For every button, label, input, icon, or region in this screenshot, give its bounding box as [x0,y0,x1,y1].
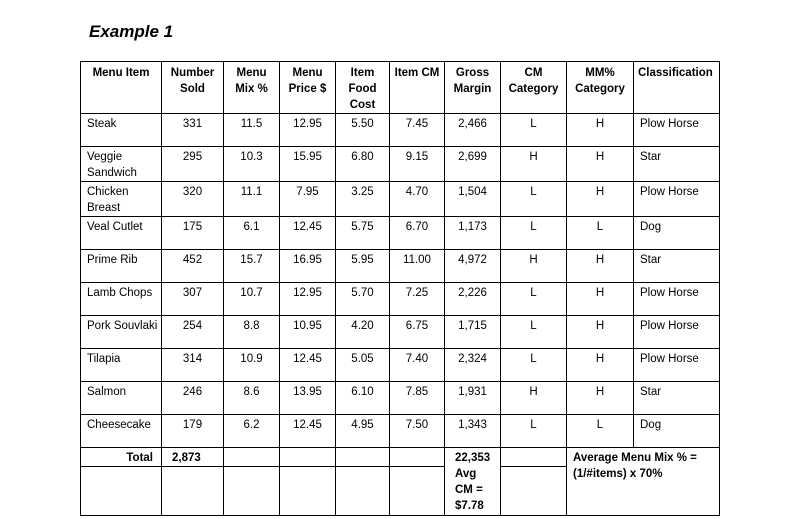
header-mm-category: MM% Category [567,62,634,114]
cell-number-sold: 452 [162,250,224,283]
cell-menu-price: 12.45 [280,415,336,448]
table-row [81,283,720,316]
cell-menu-price: 10.95 [280,316,336,349]
cell-number-sold: 175 [162,217,224,250]
cell-gross-margin: 1,504 [445,182,501,217]
cell-item-cm: 6.70 [390,217,445,250]
header-number-sold: Number Sold [162,62,224,114]
empty-cell [501,448,567,467]
cell-item-food-cost: 5.70 [336,283,390,316]
example-title: Example 1 [89,22,174,41]
cell-gross-margin: 1,343 [445,415,501,448]
cell-mm-category: H [567,382,634,415]
cell-item-food-cost: 6.10 [336,382,390,415]
total-gross-margin: 22,353 [455,452,491,464]
cell-menu-price: 12.95 [280,283,336,316]
cell-number-sold: 314 [162,349,224,382]
cell-number-sold: 331 [162,114,224,147]
empty-cell [501,467,567,516]
cell-mm-category: L [567,415,634,448]
cell-menu-item: Lamb Chops [81,283,162,316]
cell-menu-item: Steak [81,114,162,147]
menu-engineering-table [80,61,720,516]
avg-menu-mix-note [567,448,720,516]
cell-cm-category: L [501,415,567,448]
table-header-row [81,62,720,114]
table-row [81,147,720,182]
avg-cm-note: CM = [455,484,483,496]
cell-menu-item: Veggie Sandwich [81,147,162,182]
cell-number-sold: 320 [162,182,224,217]
header-menu-item: Menu Item [81,62,162,114]
cell-classification: Plow Horse [634,182,720,217]
avg-menu-mix-line: Average Menu Mix % = [573,452,697,464]
cell-menu-price: 16.95 [280,250,336,283]
header-item-cm: Item CM [390,62,445,114]
table-row [81,217,720,250]
cell-menu-item: Cheesecake [81,415,162,448]
empty-cell [280,467,336,516]
cell-item-food-cost: 4.95 [336,415,390,448]
cell-classification: Dog [634,415,720,448]
empty-cell [336,467,390,516]
cell-gross-margin: 2,324 [445,349,501,382]
cell-item-food-cost: 4.20 [336,316,390,349]
cell-menu-item: Pork Souvlaki [81,316,162,349]
cell-menu-item: Salmon [81,382,162,415]
cell-mm-category: H [567,114,634,147]
cell-item-food-cost: 5.50 [336,114,390,147]
total-row [81,448,720,467]
cell-mm-category: H [567,316,634,349]
cell-item-cm: 4.70 [390,182,445,217]
cell-number-sold: 179 [162,415,224,448]
cell-menu-mix: 11.1 [224,182,280,217]
cell-cm-category: L [501,349,567,382]
cell-mm-category: H [567,349,634,382]
avg-cm-note: Avg [455,468,477,480]
cell-item-cm: 7.45 [390,114,445,147]
cell-cm-category: L [501,217,567,250]
cell-menu-item: Prime Rib [81,250,162,283]
cell-menu-mix: 8.8 [224,316,280,349]
cell-menu-price: 12.45 [280,217,336,250]
cell-item-food-cost: 5.75 [336,217,390,250]
cell-cm-category: H [501,382,567,415]
cell-menu-mix: 10.3 [224,147,280,182]
empty-cell [81,467,162,516]
cell-gross-margin: 1,173 [445,217,501,250]
cell-cm-category: L [501,182,567,217]
header-item-food-cost: Item Food Cost [336,62,390,114]
header-classification: Classification [634,62,720,114]
cell-gross-margin: 2,226 [445,283,501,316]
cell-classification: Dog [634,217,720,250]
cell-gross-margin: 4,972 [445,250,501,283]
cell-mm-category: H [567,283,634,316]
empty-cell [162,467,224,516]
cell-menu-mix: 10.9 [224,349,280,382]
cell-menu-price: 15.95 [280,147,336,182]
cell-gross-margin: 2,699 [445,147,501,182]
cell-mm-category: H [567,147,634,182]
cell-gross-margin: 1,715 [445,316,501,349]
cell-item-food-cost: 5.95 [336,250,390,283]
empty-cell [336,448,390,467]
cell-menu-mix: 6.1 [224,217,280,250]
cell-classification: Star [634,147,720,182]
cell-number-sold: 307 [162,283,224,316]
cell-cm-category: L [501,283,567,316]
cell-menu-mix: 10.7 [224,283,280,316]
cell-gross-margin: 2,466 [445,114,501,147]
cell-mm-category: H [567,250,634,283]
header-menu-mix: Menu Mix % [224,62,280,114]
cell-menu-item: Veal Cutlet [81,217,162,250]
total-label: Total [81,448,162,467]
table-row [81,415,720,448]
cell-number-sold: 295 [162,147,224,182]
cell-menu-mix: 6.2 [224,415,280,448]
cell-menu-item: Tilapia [81,349,162,382]
cell-item-food-cost: 3.25 [336,182,390,217]
table-row [81,182,720,217]
cell-classification: Star [634,382,720,415]
cell-mm-category: H [567,182,634,217]
cell-item-cm: 7.85 [390,382,445,415]
cell-item-cm: 9.15 [390,147,445,182]
cell-menu-price: 7.95 [280,182,336,217]
total-number-sold: 2,873 [162,448,224,467]
cell-number-sold: 246 [162,382,224,415]
cell-menu-price: 12.45 [280,349,336,382]
cell-menu-item: Chicken Breast [81,182,162,217]
header-gross-margin: Gross Margin [445,62,501,114]
empty-cell [280,448,336,467]
avg-cm-note: $7.78 [455,500,484,512]
total-gross-margin-cell [445,448,501,516]
table-row [81,250,720,283]
cell-item-cm: 7.25 [390,283,445,316]
cell-cm-category: H [501,250,567,283]
table-row [81,382,720,415]
cell-cm-category: H [501,147,567,182]
cell-item-cm: 7.50 [390,415,445,448]
cell-item-food-cost: 5.05 [336,349,390,382]
cell-mm-category: L [567,217,634,250]
table-row [81,316,720,349]
cell-item-food-cost: 6.80 [336,147,390,182]
cell-classification: Star [634,250,720,283]
cell-menu-mix: 8.6 [224,382,280,415]
empty-cell [224,467,280,516]
cell-menu-price: 13.95 [280,382,336,415]
cell-classification: Plow Horse [634,316,720,349]
table-row [81,349,720,382]
cell-cm-category: L [501,316,567,349]
cell-item-cm: 6.75 [390,316,445,349]
header-menu-price: Menu Price $ [280,62,336,114]
avg-menu-mix-line: (1/#items) x 70% [573,468,663,480]
cell-menu-mix: 11.5 [224,114,280,147]
empty-cell [390,448,445,467]
cell-gross-margin: 1,931 [445,382,501,415]
cell-item-cm: 11.00 [390,250,445,283]
cell-classification: Plow Horse [634,114,720,147]
cell-classification: Plow Horse [634,349,720,382]
header-cm-category: CM Category [501,62,567,114]
empty-cell [390,467,445,516]
cell-menu-price: 12.95 [280,114,336,147]
empty-cell [224,448,280,467]
cell-classification: Plow Horse [634,283,720,316]
cell-number-sold: 254 [162,316,224,349]
cell-cm-category: L [501,114,567,147]
cell-item-cm: 7.40 [390,349,445,382]
table-row [81,114,720,147]
cell-menu-mix: 15.7 [224,250,280,283]
